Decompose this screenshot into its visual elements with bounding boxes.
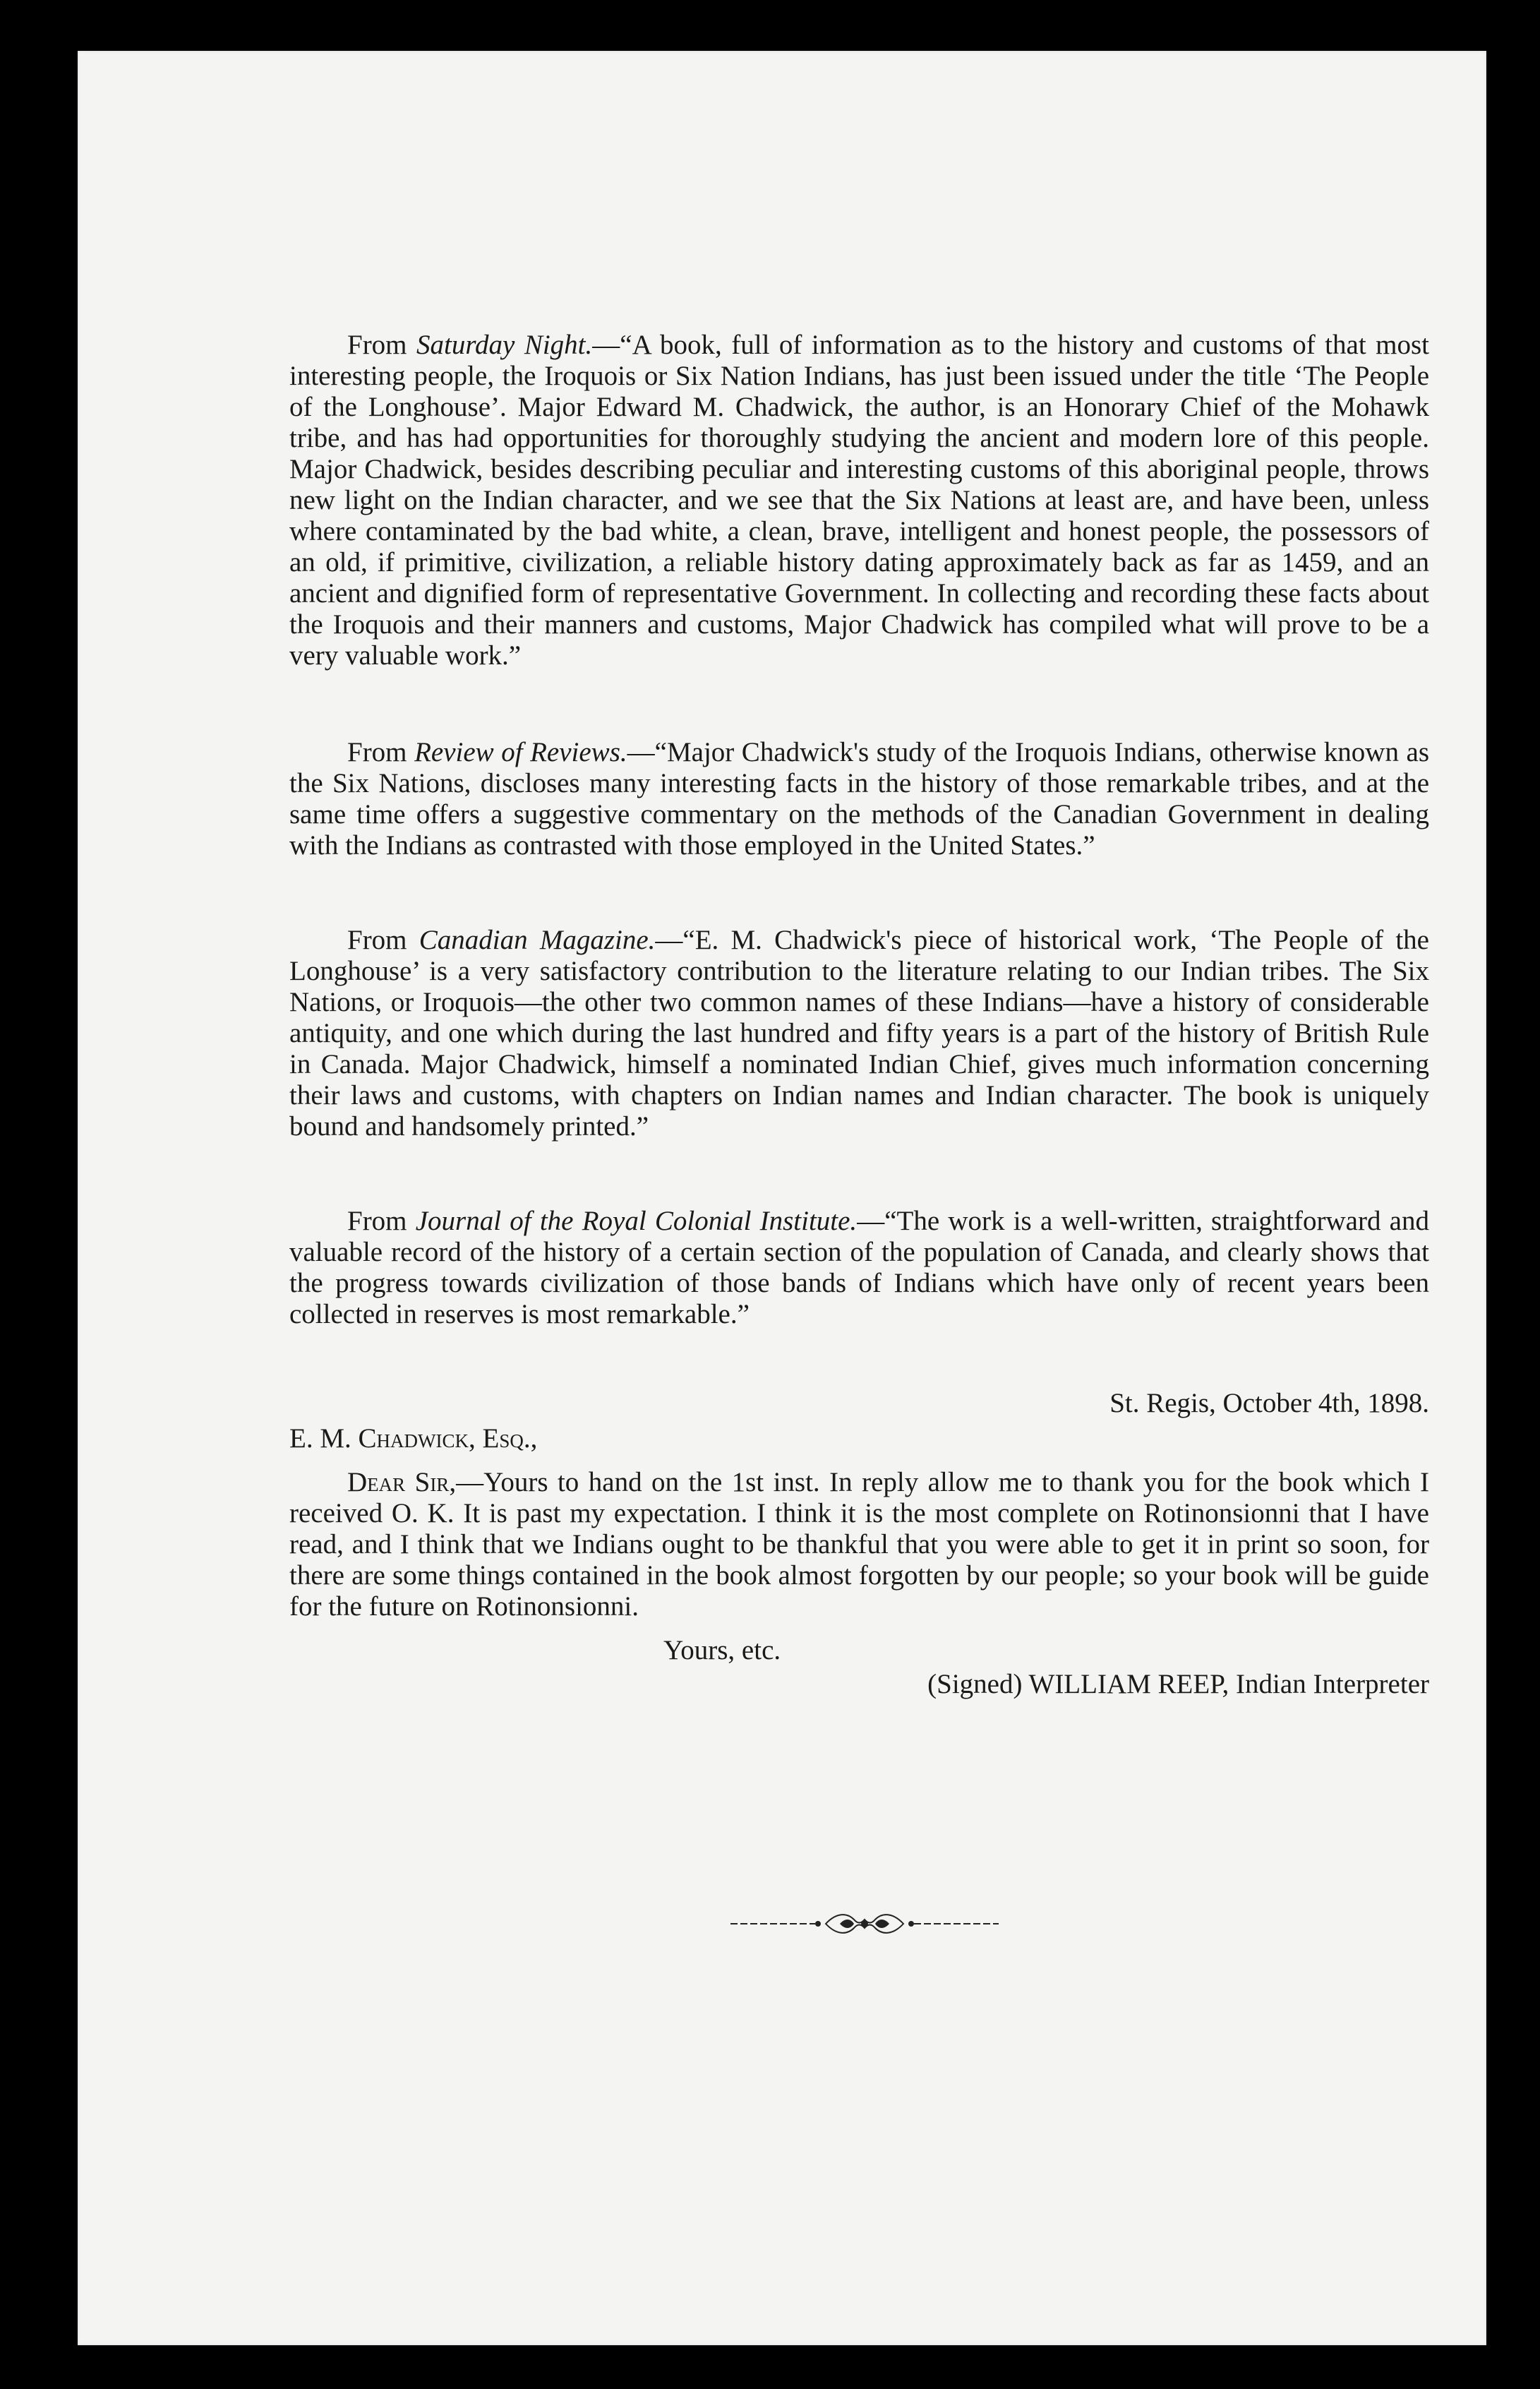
decorative-ornament-icon xyxy=(730,1911,999,1936)
letter-date: St. Regis, October 4th, 1898. xyxy=(1109,1388,1429,1418)
review-review-of-reviews xyxy=(289,737,1429,861)
review-source: Canadian Magazine. xyxy=(419,925,656,955)
letter-addressee: E. M. Chadwick, Esq., xyxy=(289,1423,538,1454)
letter-signature: (Signed) WILLIAM REEP, Indian Interpreter xyxy=(927,1669,1429,1699)
letter-salutation: Dear Sir, xyxy=(347,1467,457,1497)
review-saturday-night xyxy=(289,330,1429,671)
letter-body-text: —Yours to hand on the 1st inst. In reply allow me to thank you for the book which I received O. K. It is past my expectation. I think it is the most complete on Rotinonsionni that I have read, and I think that we Indians ought to be thankful that you were able to get it in print so soon, for there are some things contained in the book almost forgotten by our people; so your book will be guide for the future on Rotinonsionni. xyxy=(289,1467,1430,1622)
review-text: —“E. M. Chadwick's piece of historical work, ‘The People of the Longhouse’ is a very satisfactory contribution to the literature relating to our Indian tribes. The Six Nations, or Iroquois—the other two common names of these Indians—have a history of considerable antiquity, and one which during the last hundred and fifty years is a part of the history of British Rule in Canada. Major Chadwick, himself a nominated Indian Chief, gives much information concerning their laws and customs, with chapters on Indian names and Indian character. The book is uniquely bound and handsomely printed.” xyxy=(289,925,1429,1142)
review-text: —“A book, full of information as to the history and customs of that most interesting people, the Iroquois or Six Nation Indians, has just been issued under the title ‘The People of the Longhouse’. Major Edward M. Chadwick, the author, is an Honorary Chief of the Mohawk tribe, and has had opportunities for thoroughly studying the ancient and modern lore of this people. Major Chadwick, besides describing peculiar and interesting customs of this aboriginal people, throws new light on the Indian character, and we see that the Six Nations at least are, and have been, unless where contaminated by the bad white, a clean, brave, intelligent and honest people, the possessors of an old, if primitive, civilization, a reliable history dating approximately back as far as 1459, and an ancient and dignified form of representative Government. In collecting and recording these facts about the Iroquois and their manners and customs, Major Chadwick has compiled what will prove to be a very valuable work.” xyxy=(289,330,1429,671)
page-content xyxy=(289,330,1429,1700)
review-prefix: From xyxy=(347,737,415,767)
spacer xyxy=(289,1142,1429,1206)
spacer xyxy=(289,671,1429,737)
review-prefix: From xyxy=(347,1206,416,1236)
spacer xyxy=(289,861,1429,925)
review-source: Saturday Night. xyxy=(416,330,593,360)
letter-body xyxy=(289,1467,1429,1622)
review-text: —“Major Chadwick's study of the Iroquois Indians, otherwise known as the Six Nations, discloses many interesting facts in the history of those remarkable tribes, and at the same time offers a suggestive commentary on the methods of the Canadian Government in dealing with the Indians as contrasted with those employed in the United States.” xyxy=(289,737,1430,861)
review-prefix: From xyxy=(347,330,416,360)
review-canadian-magazine xyxy=(289,925,1429,1142)
review-text: —“The work is a well-written, straightforward and valuable record of the history of a certain section of the population of Canada, and clearly shows that the progress towards civilization of those bands of Indians which have only of recent years been collected in reserves is most remarkable.” xyxy=(289,1206,1429,1329)
review-source: Journal of the Royal Colonial Institute. xyxy=(415,1206,858,1236)
review-royal-colonial-institute xyxy=(289,1206,1429,1330)
review-source: Review of Reviews. xyxy=(414,737,627,767)
review-prefix: From xyxy=(347,925,419,955)
letter-closing: Yours, etc. xyxy=(663,1635,781,1665)
document-page xyxy=(78,51,1486,2345)
